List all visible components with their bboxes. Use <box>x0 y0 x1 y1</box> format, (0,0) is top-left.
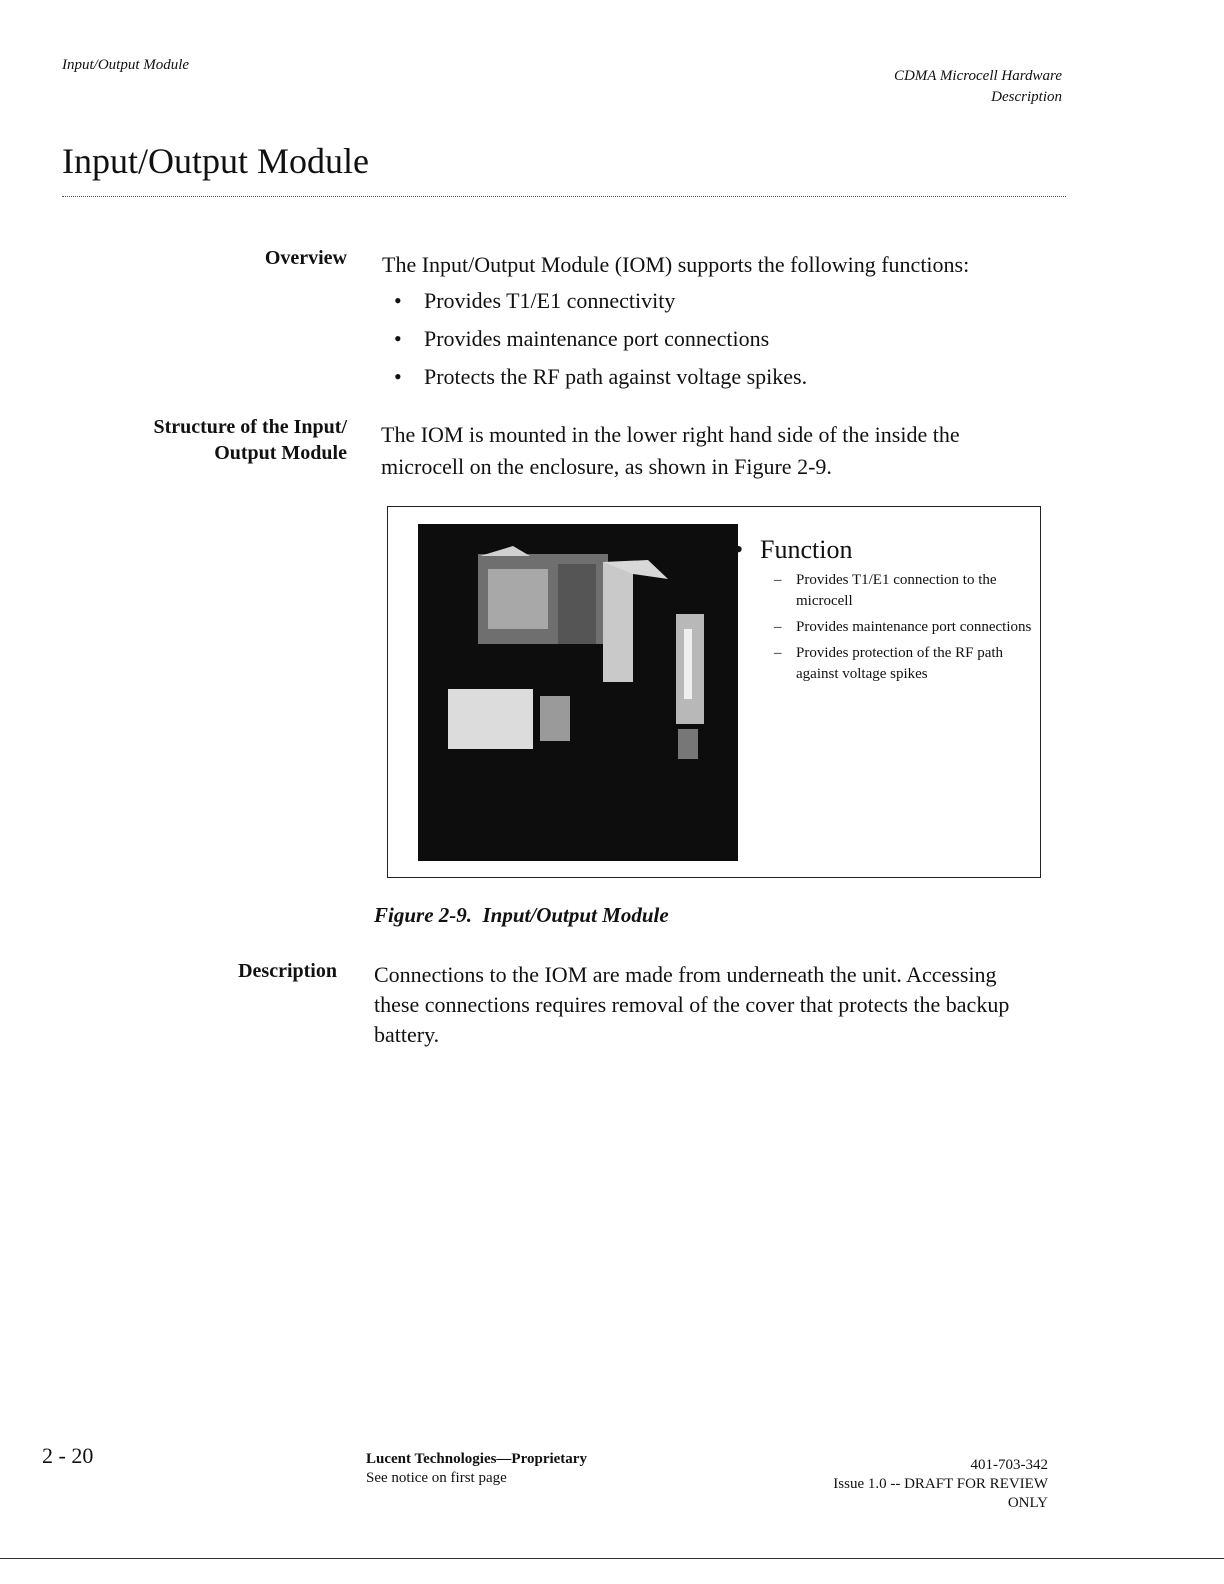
figure-frame <box>387 506 1041 878</box>
structure-text-line2: microcell on the enclosure, as shown in Figure 2-9. <box>381 454 832 479</box>
iom-photo-graphic <box>418 524 738 861</box>
header-right-line1: CDMA Microcell Hardware <box>893 68 1062 84</box>
description-line2: these connections requires removal of the cover that protects the backup <box>374 992 1010 1017</box>
bottom-divider <box>0 1558 1224 1559</box>
page-number: 2 - 20 <box>42 1443 94 1468</box>
list-item: • Provides maintenance port connections <box>380 320 1020 358</box>
list-item: – Provides maintenance port connections <box>796 617 1036 638</box>
footer-issue: Issue 1.0 -- DRAFT FOR REVIEW <box>833 1476 1048 1492</box>
footer-right <box>833 1456 1048 1513</box>
structure-text <box>381 419 960 483</box>
figure-caption: Figure 2-9. Input/Output Module <box>374 903 669 927</box>
footer-center <box>366 1450 587 1488</box>
list-item: • Provides T1/E1 connectivity <box>380 282 1020 320</box>
footer-doc-number: 401-703-342 <box>970 1457 1048 1473</box>
header-right-line2: Description <box>991 89 1062 105</box>
structure-label-line2: Output Module <box>214 442 347 464</box>
footer-company: Lucent Technologies—Proprietary <box>366 1451 587 1467</box>
structure-label <box>153 414 347 466</box>
list-item: • Protects the RF path against voltage spikes. <box>380 358 1020 396</box>
overview-intro: The Input/Output Module (IOM) supports the following functions: <box>382 252 970 277</box>
description-text <box>374 960 1009 1050</box>
function-list <box>796 570 1036 690</box>
list-item: – Provides protection of the RF path against voltage spikes <box>796 643 1036 685</box>
running-header-right <box>894 66 1062 108</box>
structure-label-line1: Structure of the Input/ <box>153 416 347 438</box>
structure-text-line1: The IOM is mounted in the lower right hand side of the inside the <box>381 422 960 447</box>
description-label: Description <box>238 960 337 982</box>
description-line3: battery. <box>374 1022 440 1047</box>
running-header-left: Input/Output Module <box>62 57 190 73</box>
overview-label: Overview <box>264 247 347 269</box>
overview-bullet-list <box>380 282 1020 396</box>
list-item: – Provides T1/E1 connection to the microcell <box>796 570 1036 612</box>
iom-photo <box>418 524 738 861</box>
footer-issue-2: ONLY <box>1007 1495 1048 1511</box>
description-line1: Connections to the IOM are made from underneath the unit. Accessing <box>374 962 997 987</box>
footer-notice: See notice on first page <box>366 1470 507 1486</box>
function-heading: • Function <box>760 535 852 565</box>
title-divider <box>62 196 1066 197</box>
page-title: Input/Output Module <box>62 141 369 181</box>
